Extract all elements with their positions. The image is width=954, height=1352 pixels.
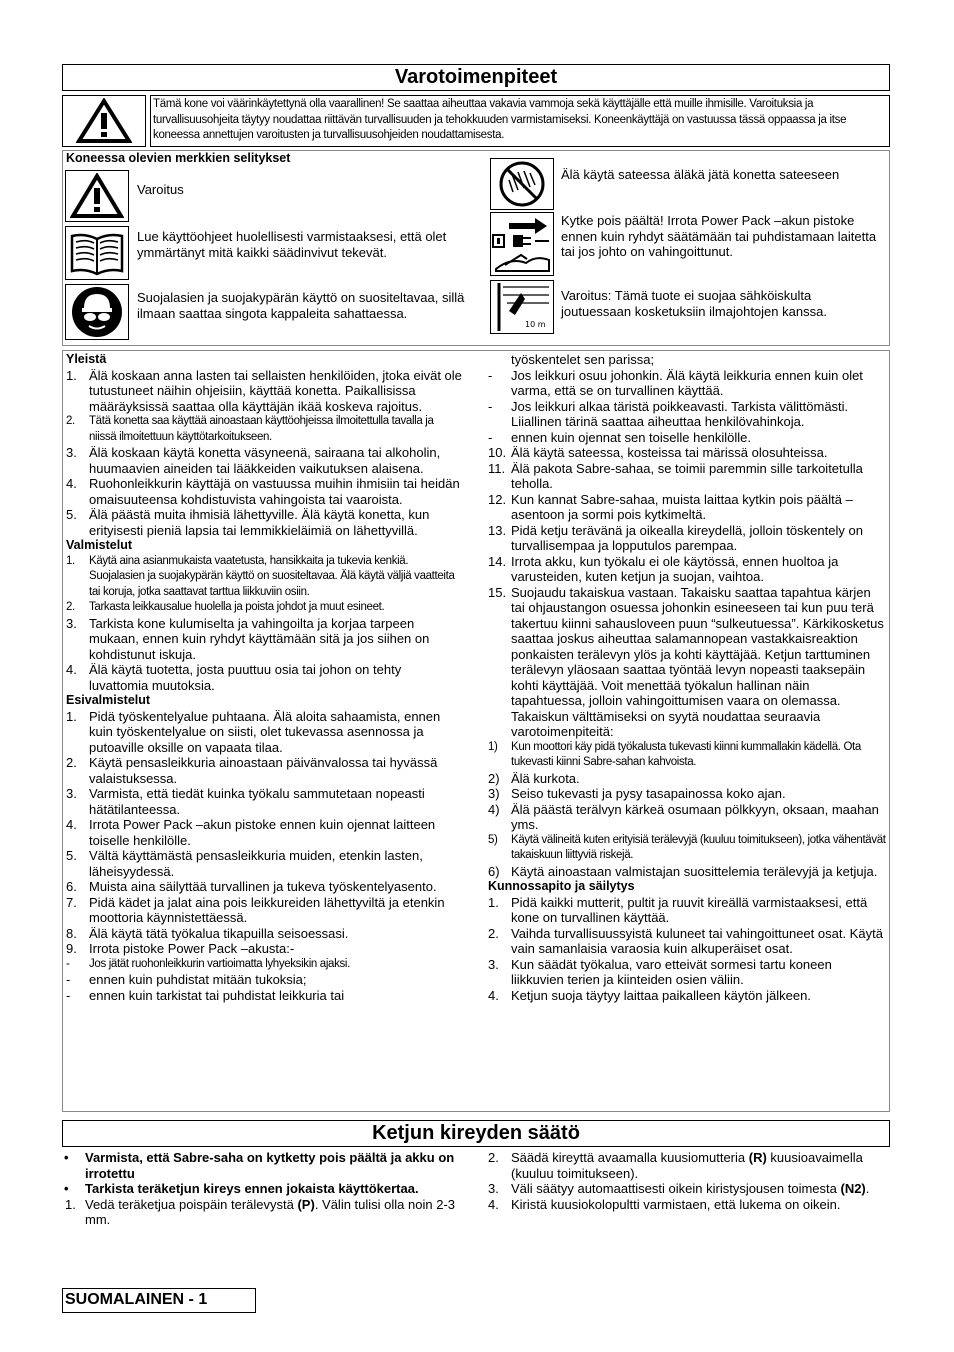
list-item: - ennen kuin ojennat sen toiselle henkilölle. (488, 429, 751, 445)
sign-no-rain (490, 158, 554, 210)
warning-triangle-icon (76, 98, 132, 144)
sign-power-lines-label: Varoitus: Tämä tuote ei suojaa sähköiskulta joutuessaan kosketuksiin ilmajohtojen kanssa. (561, 288, 827, 319)
list-item: 4. Älä käytä tuotetta, josta puuttuu osia tai johon on tehty luvattomia muutoksia. (66, 662, 402, 693)
list-item: 3) Seiso tukevasti ja pysy tasapainossa koko ajan. (488, 786, 786, 801)
list-item: 8. Älä käytä tätä työkalua tikapuilla seisoessasi. (66, 925, 349, 941)
list-item: • Tarkista teräketjun kireys ennen jokaista käyttökertaa. (64, 1181, 419, 1196)
list-item: - ennen kuin puhdistat mitään tukoksia; (66, 972, 307, 987)
list-item: 1. Käytä aina asianmukaista vaatetusta, hansikkaita ja tukevia kenkiä. Suojalasien ja suojakypärän käyttö on suositeltavaa. Älä käytä väljiä vaatteita tai koruja, jotka saattavat tarttua liikkuviin osiin. (66, 554, 455, 598)
list-item: 14. Irrota akku, kun työkalu ei ole käytössä, ennen huoltoa ja varusteiden, kuten ketjun ja suojan, vaihtoa. (488, 553, 839, 584)
page-footer: SUOMALAINEN - 1 (62, 1288, 256, 1313)
section-title-chain: Ketjun kireyden säätö (62, 1120, 890, 1147)
list-item: 4. Kiristä kuusiokolopultti varmistaen, että lukema on oikein. (488, 1196, 841, 1212)
list-item: 4. Ketjun suoja täytyy laittaa paikalleen käytön jälkeen. (488, 987, 811, 1003)
list-item: 3. Varmista, että tiedät kuinka työkalu sammutetaan nopeasti hätätilanteessa. (66, 786, 425, 817)
list-item: 6. Muista aina säilyttää turvallinen ja tukeva työskentelyasento. (66, 879, 437, 894)
sign-unplug (490, 212, 554, 276)
list-item: 13. Pidä ketju terävänä ja oikealla kireydellä, jolloin töskentely on turvallisempaa ja lopputulos parempaa. (488, 522, 863, 553)
list-item: 1) Kun moottori käy pidä työkalusta tukevasti kiinni kummallakin kädellä. Ota tukevasti kiinni Sabre-sahan kahvoista. (488, 740, 861, 768)
heading-yleista: Yleistä (66, 352, 107, 366)
list-item: 3. Älä koskaan käytä konetta väsyneenä, sairaana tai alkoholin, huumaavien aineiden tai lääkkeiden vaikutuksen alaisena. (66, 445, 441, 476)
list-item: 7. Pidä kädet ja jalat aina pois leikkureiden lähettyviltä ja etenkin moottoria käynnistettäessä. (66, 894, 445, 925)
list-item: 2. Tarkasta leikkausalue huolella ja poista johdot ja muut esineet. (66, 601, 385, 613)
sign-manual-label: Lue käyttöohjeet huolellisesti varmistaaksesi, että olet ymmärtänyt mitä kaikki säädinvivut tekevät. (137, 229, 447, 260)
overhead-lines-icon (491, 281, 553, 333)
left-column (66, 352, 462, 1003)
list-item: 11. Älä pakota Sabre-sahaa, se toimii paremmin sille tarkoitetulla teholla. (488, 460, 863, 491)
intro-warning-icon-box (62, 95, 146, 147)
list-item: 3. Kun säädät työkalua, varo etteivät sormesi tartu koneen liikkuvien terien ja kiinteiden osien väliin. (488, 956, 832, 987)
list-item: 5. Vältä käyttämästä pensasleikkuria muiden, etenkin lasten, läheisyydessä. (66, 848, 423, 879)
list-item: 3. Tarkista kone kulumiselta ja vahingoilta ja korjaa tarpeen mukaan, ennen kuin ryhdyt käyttämään sitä ja jos siihen on kohdistunut iskuja. (66, 615, 430, 662)
page-title: Varotoimenpiteet (62, 64, 890, 91)
sign-protection (65, 284, 129, 340)
sign-warning-label: Varoitus (137, 182, 184, 197)
unplug-power-pack-icon (491, 213, 553, 275)
list-item: 12. Kun kannat Sabre-sahaa, muista laittaa kytkin pois päältä –asentoon ja sormi pois kytkimeltä. (488, 491, 853, 522)
sign-unplug-label: Kytke pois päältä! Irrota Power Pack –akun pistoke ennen kuin ryhdyt säätämään tai puhdistamaan laitetta tai jos johto on vahingoittunut. (561, 213, 877, 259)
list-item: 5) Käytä välineitä kuten erityisiä terälevyjä (kuuluu toimitukseen), jotka vähentävät takaiskuun liittyviä riskejä. (488, 833, 886, 861)
list-item: 1. Pidä työskentelyalue puhtaana. Älä aloita sahaamista, ennen kuin työskentelyalue on siisti, olet tukevassa asennossa ja putoaville oksille on vapaata tilaa. (66, 708, 441, 755)
list-item: 1. Vedä teräketjua poispäin terälevystä (P). Välin tulisi olla noin 2-3 mm. (65, 1196, 456, 1227)
list-item: 10. Älä käytä sateessa, kosteissa tai märissä olosuhteissa. (488, 445, 828, 460)
list-item: 6) Käytä ainoastaan valmistajan suosittelemia terälevyjä ja ketjuja. (488, 863, 878, 879)
list-item: 4. Ruohonleikkurin käyttäjä on vastuussa muihin ihmisiin tai heidän omaisuuteensa kohdistuvista vahingoista tai vaaroista. (66, 476, 460, 507)
list-item: 5. Älä päästä muita ihmisiä lähettyville. Älä käytä konetta, kun erityisesti pieniä lapsia tai lemmikkieläimiä on lähettyvillä. (66, 507, 430, 538)
list-item: 4) Älä päästä terälvyn kärkeä osumaan pölkkyyn, oksaan, maahan yms. (488, 801, 879, 832)
continued-text: työskentelet sen parissa; (511, 352, 655, 367)
list-item: - ennen kuin tarkistat tai puhdistat leikkuria tai (66, 987, 345, 1003)
list-item: • Varmista, että Sabre-saha on kytketty pois päältä ja akku on irrotettu (64, 1150, 455, 1181)
sign-manual (65, 226, 129, 280)
list-item: 3. Väli säätyy automaattisesti oikein kiristysjousen toimesta (N2). (488, 1181, 870, 1196)
open-book-icon (67, 229, 127, 277)
chain-left-column (62, 1150, 462, 1228)
list-item: 9. Irrota pistoke Power Pack –akusta:- (66, 941, 295, 956)
right-column (488, 352, 886, 1003)
svg-text:10 m: 10 m (525, 320, 546, 329)
list-item: 2. Säädä kireyttä avaamalla kuusiomutteria (R) kuusioavaimella (kuuluu toimitukseen). (488, 1150, 863, 1181)
list-item: 2) Älä kurkota. (488, 770, 580, 786)
list-item: 2. Käytä pensasleikkuria ainoastaan päivänvalossa tai hyvässä valaistuksessa. (66, 755, 438, 786)
intro-warning-text: Tämä kone voi väärinkäytettynä olla vaarallinen! Se saattaa aiheuttaa vakavia vammoja sekä käyttäjälle että muille ihmisille. Varoituksia ja turvallisuusohjeita täytyy noudattaa riittävän turvallisuuden ja tehokkuuden varmistamiseksi. Koneenkäyttäjä on vastuussa tässä oppaassa ja itse koneessa annettujen varoitusten ja turvallisuusohjeiden noudattamisesta. (150, 95, 890, 147)
sign-protection-label: Suojalasien ja suojakypärän käyttö on suositeltavaa, sillä ilmaan saattaa singota kappaleita sahattaessa. (137, 290, 465, 321)
symbols-heading: Koneessa olevien merkkien selitykset (66, 151, 291, 165)
list-item: 1. Älä koskaan anna lasten tai sellaisten henkilöiden, jtoka eivät ole tutustuneet näihin ohjeisiin, käyttää konetta. Paikallisissa määräyksissä saattaa olla käyttäjän ikää koskeva rajoitus. (66, 367, 462, 414)
list-item: 2. Vaihda turvallisuussyistä kuluneet tai vahingoittuneet osat. Käytä vain samanlaisia varaosia kuin alkuperäiset osat. (488, 925, 883, 956)
list-item: 4. Irrota Power Pack –akun pistoke ennen kuin ojennat laitteen toiselle henkilölle. (66, 817, 436, 848)
list-item: 1. Pidä kaikki mutterit, pultit ja ruuvit kireällä varmistaaksesi, että kone on turvallinen käyttää. (488, 894, 868, 925)
no-rain-icon (498, 160, 546, 208)
sign-power-lines (490, 280, 554, 334)
chain-right-column (488, 1150, 886, 1212)
list-item: - Jos leikkuri osuu johonkin. Älä käytä leikkuria ennen kuin olet varma, että se on turvallinen käyttää. (488, 367, 863, 398)
sign-no-rain-label: Älä käytä sateessa äläkä jätä konetta sateeseen (561, 167, 840, 182)
list-item: - Jos leikkuri alkaa täristä poikkeavasti. Tarkista välittömästi. Liiallinen tärinä saattaa aiheuttaa henkilövahinkoja. (488, 398, 849, 429)
list-item: 2. Tätä konetta saa käyttää ainoastaan käyttöohjeissa ilmoitettulla tavalla ja niissä ilmoitettuun käyttötarkoitukseen. (66, 415, 434, 443)
heading-valmistelut: Valmistelut (66, 538, 132, 552)
list-item: 15. Suojaudu takaiskua vastaan. Takaisku saattaa tapahtua kärjen tai ohjaustangon osuessa johonkin esineeseen tai kun puu terä takertuu kiinni sahausloveen puun “sulkeutuessa”. Kärkikosketus saattaa joskus aiheuttaa salamannopean vastakkaisreaktion ponkaisten terälevyn ylös ja kohti käyttäjää. Ketjun tarttuminen terälevyn yläosaan saattaa työntää levyn nopeasti taaksepäin kohti käyttäjää. Voit menettää työkalun hallinan näin tapahtuessa, jolloin vahingoittumisen vaara on olemassa. Takaiskun välttämiseksi on syytä noudattaa seuraavia varotoimenpiteitä: (488, 584, 884, 739)
warning-triangle-icon (70, 173, 124, 219)
sign-warning (65, 170, 129, 222)
heading-kunnossapito: Kunnossapito ja säilytys (488, 879, 635, 893)
heading-esivalmistelut: Esivalmistelut (66, 693, 151, 707)
list-item: - Jos jätät ruohonleikkurin vartioimatta lyhyeksikin ajaksi. (66, 957, 350, 970)
goggles-helmet-icon (71, 286, 123, 338)
